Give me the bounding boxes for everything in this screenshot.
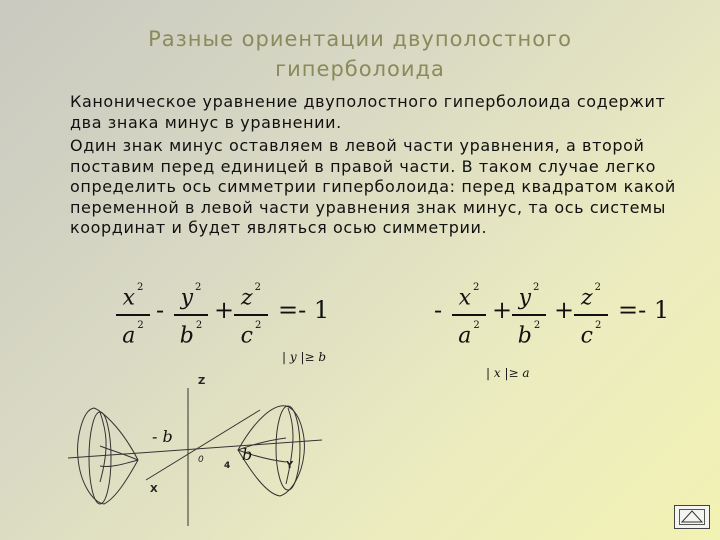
exp: 2	[254, 282, 261, 293]
paragraph-2: Один знак минус оставляем в левой части уравнения, а второй поставим перед единицей в правой части. В таком случае легко определить ось симметрии гиперболоида: перед квадратом какой переменной в левой части уравнения знак минус, та ось системы координат и будет являться осью симметрии.	[70, 136, 676, 237]
triangle-icon	[674, 505, 710, 529]
fraction-z	[574, 282, 608, 348]
fraction-y	[512, 282, 546, 348]
exp: 2	[137, 282, 144, 293]
fraction-x	[452, 282, 486, 348]
fraction-y	[174, 282, 208, 348]
operator-2: +	[214, 296, 235, 324]
operator-2: +	[554, 296, 575, 324]
pos-b-label: b	[242, 445, 253, 464]
operator-1: +	[492, 296, 513, 324]
den-b: b	[179, 323, 194, 349]
num-x: x	[122, 285, 136, 311]
den-a: a	[122, 323, 136, 349]
x-axis-label: X	[150, 484, 158, 495]
exp: 2	[137, 319, 144, 331]
paragraph-1: Каноническое уравнение двуполостного гиперболоида содержит два знака минус в уравнении.	[70, 92, 666, 132]
fraction-z	[234, 282, 268, 348]
exp: 2	[533, 319, 541, 331]
num-z: z	[581, 285, 593, 311]
neg-b-label: - b	[152, 427, 173, 446]
title-line-1: Разные ориентации двуполостного	[148, 27, 572, 51]
num-y: y	[518, 285, 532, 311]
equation-rhs: =- 1	[278, 296, 330, 324]
title-line-2: гиперболоида	[275, 57, 445, 81]
equation-1	[110, 282, 350, 352]
exp: 2	[254, 319, 262, 331]
exp: 2	[533, 282, 540, 293]
slide-title	[60, 24, 660, 84]
exp: 2	[594, 319, 602, 331]
den-c: c	[580, 323, 593, 349]
nav-button[interactable]	[674, 505, 710, 529]
den-a: a	[458, 323, 472, 349]
body-text	[70, 92, 680, 242]
equation-rhs: =- 1	[618, 296, 670, 324]
equation-2	[430, 282, 690, 352]
y-axis-label: Y	[286, 460, 294, 471]
condition-2: | x |≥ a	[486, 366, 530, 380]
tick-label: 4	[224, 461, 231, 471]
left-sheet	[78, 408, 138, 504]
num-y: y	[180, 285, 194, 311]
hyperboloid-diagram	[60, 370, 360, 530]
origin-label: 0	[198, 455, 204, 465]
lead-operator: -	[434, 296, 443, 324]
fraction-x	[116, 282, 150, 348]
num-x: x	[458, 285, 472, 311]
num-z: z	[241, 285, 253, 311]
exp: 2	[195, 319, 203, 331]
exp: 2	[473, 282, 480, 293]
exp: 2	[594, 282, 601, 293]
exp: 2	[195, 282, 202, 293]
den-b: b	[517, 323, 532, 349]
den-c: c	[240, 323, 253, 349]
condition-1: | y |≥ b	[282, 350, 327, 364]
exp: 2	[473, 319, 480, 331]
operator-1: -	[156, 296, 165, 324]
z-axis-label: Z	[198, 376, 206, 387]
